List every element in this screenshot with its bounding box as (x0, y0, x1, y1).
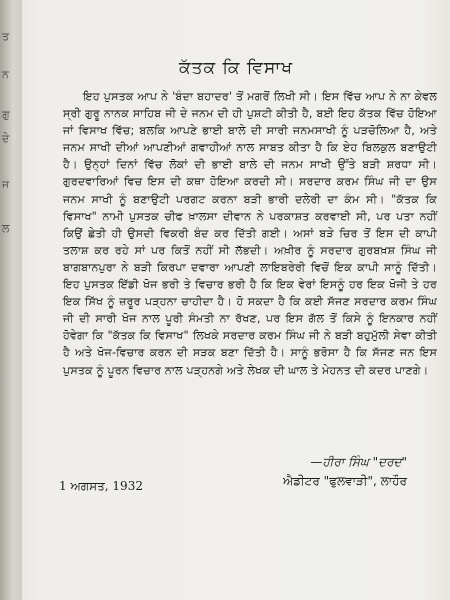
signature-block (283, 455, 407, 489)
document-page (22, 0, 450, 600)
left-page-edge (0, 0, 22, 600)
left-page-fragment: ਦੇ (2, 132, 10, 145)
left-page-fragment: ਲ (2, 222, 10, 235)
left-page-fragment: ਜ (2, 178, 10, 191)
left-page-fragment: ਤ (2, 30, 10, 43)
signature-name: —ਹੀਰਾ ਸਿੰਘ "ਦਰਦ" (310, 455, 407, 469)
left-page-fragment: ਗੁ (2, 108, 10, 121)
body-paragraph: ਇਹ ਪੁਸਤਕ ਆਪ ਨੇ 'ਬੰਦਾ ਬਹਾਦਰ' ਤੋਂ ਮਗਰੋਂ ਲਿਖੀ ਸੀ। ਇਸ ਵਿੱਚ ਆਪ ਨੇ ਨਾ ਕੇਵਲ ਸ੍ਰੀ ਗੁਰੂ ਨਾਨਕ ਸਾਹਿਬ ਜੀ ਦੇ ਜਨਮ ਦੀ ਹੀ ਪੁਸ਼ਟੀ ਕੀਤੀ ਹੈ, ਬਈ ਇਹ ਕੱਤਕ ਵਿੱਚ ਹੋਇਆ ਜਾਂ ਵਿਸਾਖ ਵਿੱਚ; ਬਲਕਿ ਆਪਣੇ ਭਾਈ ਬਾਲੇ ਦੀ ਸਾਰੀ ਜਨਮਸਾਖੀ ਨੂੰ ਪੜਚੋਲਿਆ ਹੈ, ਅਤੇ ਜਨਮ ਸਾਖੀ ਦੀਆਂ ਆਪਣੀਆਂ ਗਵਾਹੀਆਂ ਨਾਲ ਸਾਬਤ ਕੀਤਾ ਹੈ ਕਿ ਏਹ ਬਿਲਕੁਲ ਬਣਾਉਟੀ ਹੈ। ਉਨ੍ਹਾਂ ਦਿਨਾਂ ਵਿੱਚ ਲੋਕਾਂ ਦੀ ਭਾਈ ਬਾਲੇ ਦੀ ਜਨਮ ਸਾਖੀ ਉੱਤੇ ਬੜੀ ਸ਼ਰਧਾ ਸੀ। ਗੁਰਦਵਾਰਿਆਂ ਵਿਚ ਇਸ ਦੀ ਕਥਾ ਹੋਇਆ ਕਰਦੀ ਸੀ। ਸਰਦਾਰ ਕਰਮ ਸਿੰਘ ਜੀ ਦਾ ਉਸ ਜਨਮ ਸਾਖੀ ਨੂੰ ਬਣਾਉਟੀ ਪਰਗਟ ਕਰਨਾ ਬੜੀ ਭਾਰੀ ਦਲੇਰੀ ਦਾ ਕੰਮ ਸੀ। "ਕੱਤਕ ਕਿ ਵਿਸਾਖ" ਨਾਮੀ ਪੁਸਤਕ ਚੀਫ ਖ਼ਾਲਸਾ ਦੀਵਾਨ ਨੇ ਪਰਕਾਸ਼ਤ ਕਰਵਾਈ ਸੀ, ਪਰ ਪਤਾ ਨਹੀਂ ਕਿਉਂ ਛੇਤੀ ਹੀ ਉਸਦੀ ਵਿਕਰੀ ਬੰਦ ਕਰ ਦਿੱਤੀ ਗਈ। ਅਸਾਂ ਬੜੇ ਚਿਰ ਤੋਂ ਇਸ ਦੀ ਕਾਪੀ ਤਲਾਸ਼ ਕਰ ਰਹੇ ਸਾਂ ਪਰ ਕਿਤੋਂ ਨਹੀਂ ਸੀ ਲੱਭਦੀ। ਅਖ਼ੀਰ ਨੂੰ ਸਰਦਾਰ ਗੁਰਬਖ਼ਸ਼ ਸਿੰਘ ਜੀ ਬਾਗਬਾਨਪੁਰਾ ਨੇ ਬੜੀ ਕਿਰਪਾ ਦਵਾਰਾ ਆਪਣੀ ਲਾਇਬਰੇਰੀ ਵਿਚੋਂ ਇਕ ਕਾਪੀ ਸਾਨੂੰ ਦਿੱਤੀ। ਇਹ ਪੁਸਤਕ ਇੱਡੀ ਖੋਜ ਭਰੀ ਤੇ ਵਿਚਾਰ ਭਰੀ ਹੈ ਕਿ ਇਕ ਵੇਰਾਂ ਇਸਨੂੰ ਹਰ ਇਕ ਖੋਜੀ ਤੇ ਹਰ ਇਕ ਸਿੱਖ ਨੂੰ ਜ਼ਰੂਰ ਪੜ੍ਹਨਾ ਚਾਹੀਦਾ ਹੈ। ਹੋ ਸਕਦਾ ਹੈ ਕਿ ਕਈ ਸੱਜਣ ਸਰਦਾਰ ਕਰਮ ਸਿੰਘ ਜੀ ਦੀ ਸਾਰੀ ਖੋਜ ਨਾਲ ਪੂਰੀ ਸੰਮਤੀ ਨਾ ਰੱਖਣ, ਪਰ ਇਸ ਗੱਲ ਤੋਂ ਕਿਸੇ ਨੂੰ ਇਨਕਾਰ ਨਹੀਂ ਹੋਵੇਗਾ ਕਿ "ਕੱਤਕ ਕਿ ਵਿਸਾਖ" ਲਿਖਕੇ ਸਰਦਾਰ ਕਰਮ ਸਿੰਘ ਜੀ ਨੇ ਬੜੀ ਬਹੁਮੁੱਲੀ ਸੇਵਾ ਕੀਤੀ ਹੈ ਅਤੇ ਖੋਜ-ਵਿਚਾਰ ਕਰਨ ਦੀ ਸੜਕ ਬਣਾ ਦਿੱਤੀ ਹੈ। ਸਾਨੂੰ ਭਰੋਸਾ ਹੈ ਕਿ ਸੱਜਣ ਜਨ ਇਸ ਪੁਸਤਕ ਨੂੰ ਪੂਰਨ ਵਿਚਾਰ ਨਾਲ ਪੜ੍ਹਨਗੇ ਅਤੇ ਲੇਖਕ ਦੀ ਘਾਲ ਤੇ ਮੇਹਨਤ ਦੀ ਕਦਰ ਪਾਣਗੇ। (63, 90, 437, 377)
left-page-fragment: ਨ (2, 68, 9, 81)
page-title: ਕੱਤਕ ਕਿ ਵਿਸਾਖ (178, 58, 294, 78)
date-line: 1 ਅਗਸਤ, 1932 (59, 479, 143, 493)
signature-role: ਐਡੀਟਰ "ਫੁਲਵਾੜੀ", ਲਾਹੌਰ (282, 474, 407, 488)
